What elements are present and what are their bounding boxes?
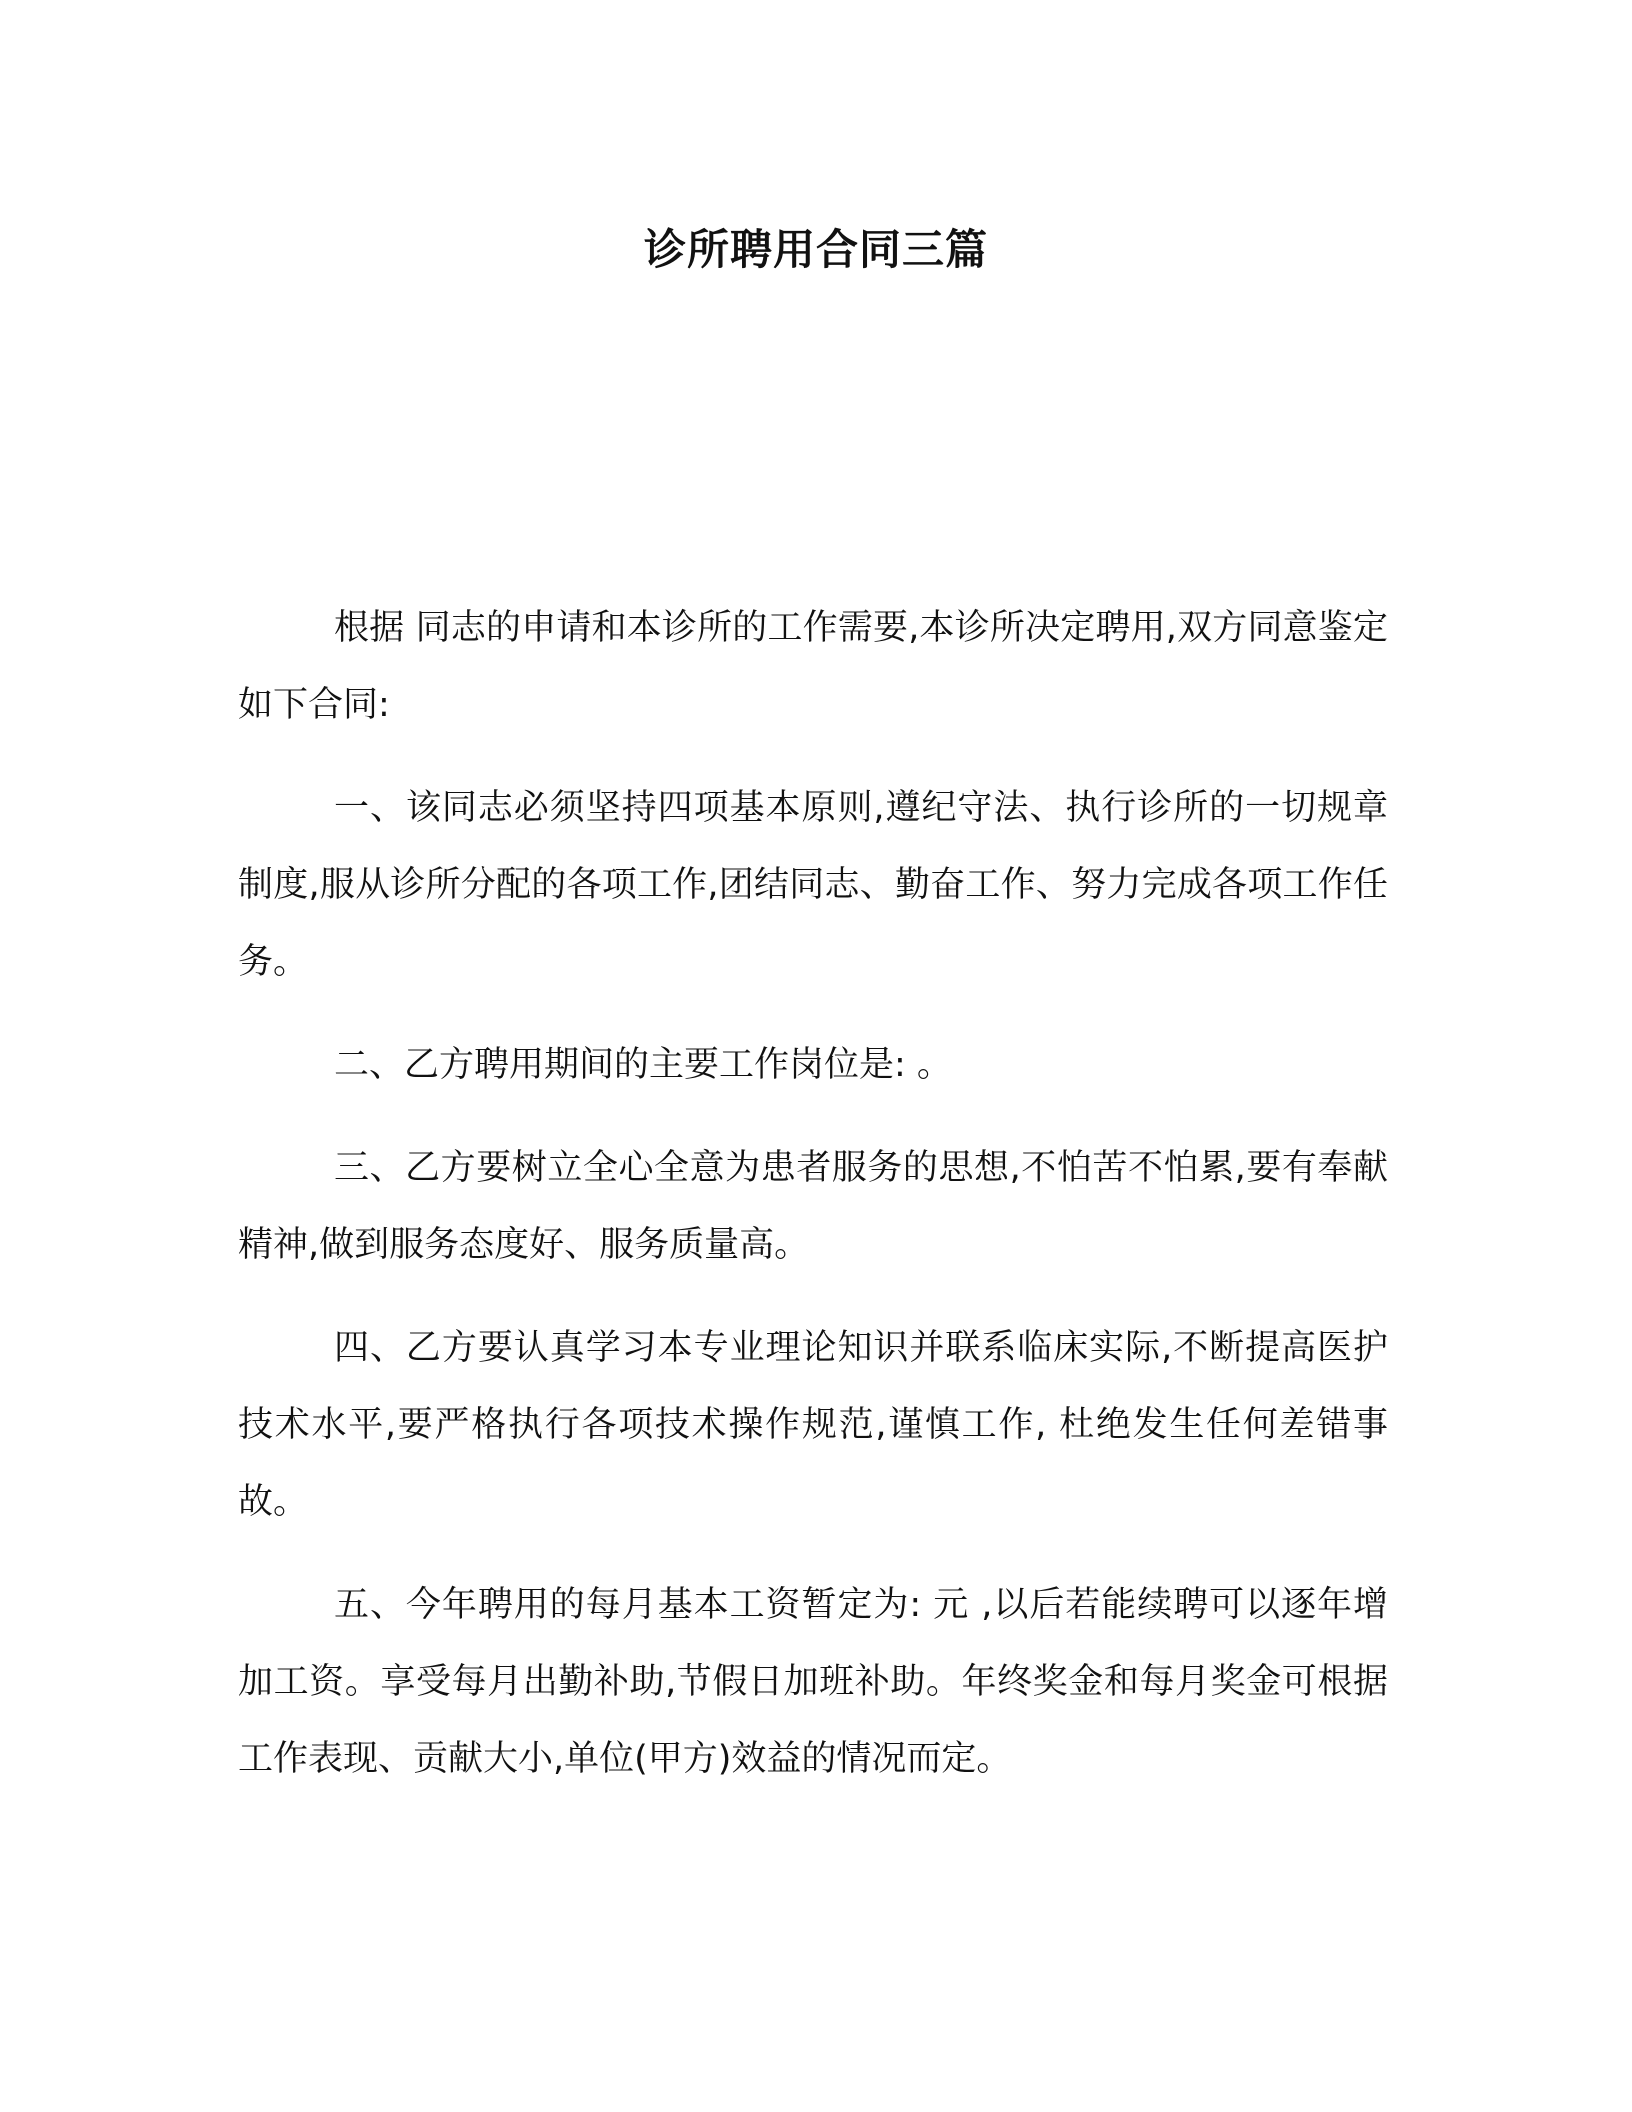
page-title: 诊所聘用合同三篇 — [643, 225, 988, 274]
paragraph-clause-3: 三、乙方要树立全心全意为患者服务的思想,不怕苦不怕累,要有奉献精神,做到服务态度好、服务质量高。 — [238, 1148, 1388, 1265]
paragraph-clause-2: 二、乙方聘用期间的主要工作岗位是: 。 — [334, 1045, 952, 1085]
paragraph-clause-1: 一、该同志必须坚持四项基本原则,遵纪守法、执行诊所的一切规章制度,服从诊所分配的各项工作,团结同志、勤奋工作、努力完成各项工作任务。 — [238, 788, 1388, 982]
paragraph-clause-5: 五、今年聘用的每月基本工资暂定为: 元 ,以后若能续聘可以逐年增加工资。享受每月出勤补助,节假日加班补助。年终奖金和每月奖金可根据工作表现、贡献大小,单位(甲方)效益的情况而定。 — [238, 1585, 1388, 1779]
paragraph-intro: 根据 同志的申请和本诊所的工作需要,本诊所决定聘用,双方同意鉴定如下合同: — [238, 608, 1388, 725]
paragraph-clause-4: 四、乙方要认真学习本专业理论知识并联系临床实际,不断提高医护技术水平,要严格执行各项技术操作规范,谨慎工作, 杜绝发生任何差错事故。 — [238, 1328, 1388, 1522]
document-body — [238, 590, 1388, 1824]
